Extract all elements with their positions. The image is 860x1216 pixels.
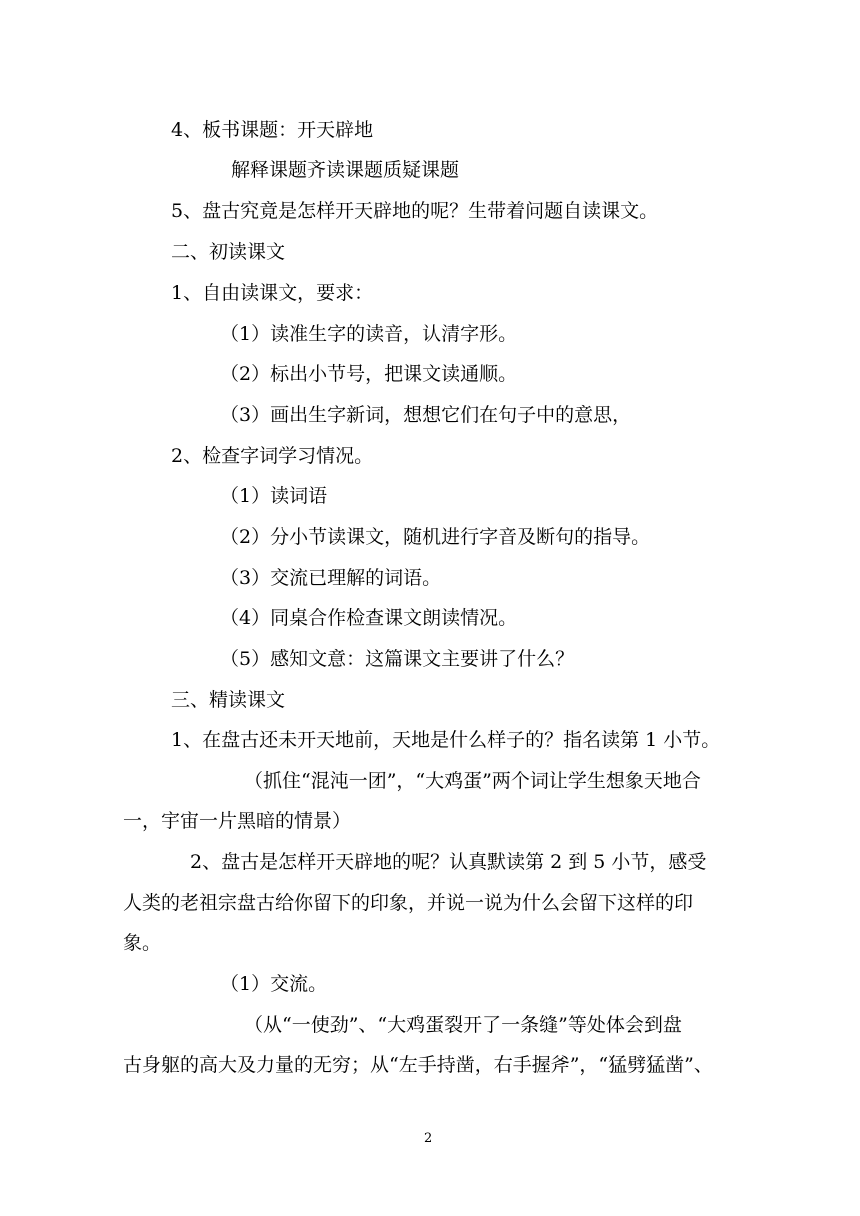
text-line: 解释课题齐读课题质疑课题 xyxy=(231,159,460,181)
text-line: 2、检查字词学习情况。 xyxy=(171,445,374,467)
text-line: （5）感知文意：这篇课文主要讲了什么？ xyxy=(220,648,575,670)
section-heading: 二、初读课文 xyxy=(171,241,286,263)
text-line: 一，宇宙一片黑暗的情景） xyxy=(123,810,352,832)
text-line: （1）读准生字的读音，认清字形。 xyxy=(220,323,518,345)
text-line: （从“一使劲”、“大鸡蛋裂开了一条缝”等处体会到盘 xyxy=(244,1014,682,1036)
text-line: （1）交流。 xyxy=(220,973,328,995)
text-line: （2）标出小节号，把课文读通顺。 xyxy=(220,363,518,385)
text-line: （2）分小节读课文，随机进行字音及断句的指导。 xyxy=(220,526,651,548)
text-line: 5、盘古究竟是怎样开天辟地的呢？生带着问题自读课文。 xyxy=(171,200,659,222)
text-line: 2、盘古是怎样开天辟地的呢？认真默读第 2 到 5 小节，感受 xyxy=(190,851,707,873)
page-number: 2 xyxy=(424,1131,433,1146)
text-line: （抓住“混沌一团”，“大鸡蛋”两个词让学生想象天地合 xyxy=(244,770,701,792)
text-line: （1）读词语 xyxy=(220,485,328,507)
section-heading: 三、精读课文 xyxy=(171,689,286,711)
text-line: 人类的老祖宗盘古给你留下的印象，并说一说为什么会留下这样的印 xyxy=(123,892,694,914)
text-line: （4）同桌合作检查课文朗读情况。 xyxy=(220,607,518,629)
text-line: （3）交流已理解的词语。 xyxy=(220,567,442,589)
text-line: （3）画出生字新词，想想它们在句子中的意思， xyxy=(220,404,632,426)
text-line: 4、板书课题：开天辟地 xyxy=(171,119,374,141)
text-line: 象。 xyxy=(123,932,162,954)
text-line: 1、在盘古还未开天地前，天地是什么样子的？指名读第 1 小节。 xyxy=(171,729,721,751)
text-line: 1、自由读课文，要求： xyxy=(171,282,374,304)
text-line: 古身躯的高大及力量的无穷；从“左手持凿，右手握斧”，“猛劈猛凿”、 xyxy=(123,1054,713,1076)
